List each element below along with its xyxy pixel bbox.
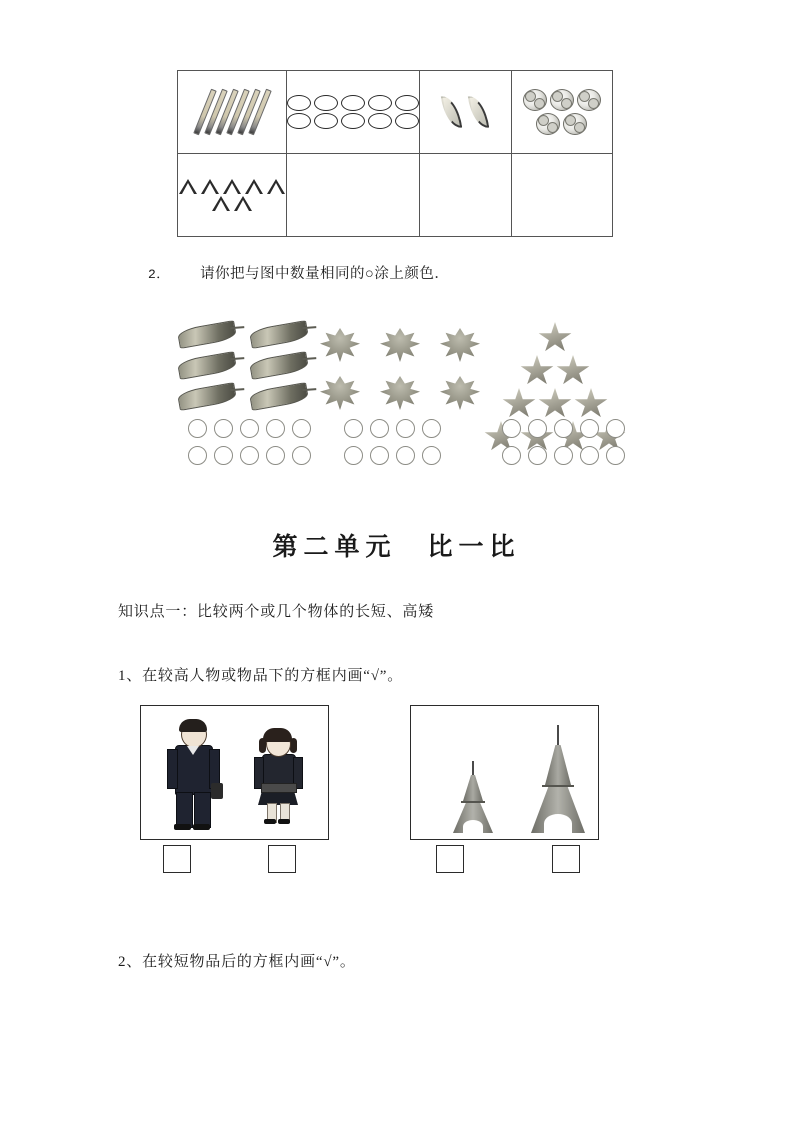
color-circle[interactable] [370, 446, 389, 465]
answer-box-girl[interactable] [268, 845, 296, 873]
circles-group-1 [188, 419, 311, 473]
banana-icon [468, 94, 490, 130]
color-circle[interactable] [554, 446, 573, 465]
oval-icon [314, 95, 338, 111]
color-circle[interactable] [502, 446, 521, 465]
answer-box-small-tower[interactable] [436, 845, 464, 873]
color-circle[interactable] [370, 419, 389, 438]
color-circle[interactable] [580, 419, 599, 438]
circle-row [502, 419, 625, 438]
small-tower-figure [451, 761, 495, 833]
cell-pencils [178, 71, 287, 154]
girl-shoe-left [264, 819, 276, 824]
color-circle[interactable] [396, 446, 415, 465]
corn-sprig-icon [249, 382, 309, 411]
corn-row [178, 387, 308, 406]
color-circle[interactable] [528, 446, 547, 465]
oval-icon [341, 113, 365, 129]
boy-arm-left [167, 749, 178, 789]
oval-icon [368, 113, 392, 129]
triangle-icon [223, 179, 241, 194]
triangle-icon [234, 196, 252, 211]
answer-box-tall-tower[interactable] [552, 845, 580, 873]
tower-arch [544, 814, 572, 833]
oval-icon [287, 95, 311, 111]
color-circle[interactable] [266, 446, 285, 465]
corn-sprig-icon [249, 320, 309, 349]
circles-group-2 [344, 419, 441, 473]
maple-leaf-icon [380, 328, 420, 362]
color-circle[interactable] [422, 419, 441, 438]
boy-figure [167, 719, 219, 831]
color-circle[interactable] [344, 419, 363, 438]
cotton-flower-icon [523, 89, 547, 111]
maple-leaf-icon [440, 376, 480, 410]
color-circle[interactable] [344, 446, 363, 465]
tower-upper [545, 745, 571, 785]
triangle-icon [201, 179, 219, 194]
oval-icon [314, 113, 338, 129]
leaf-row [320, 376, 480, 410]
star-row [520, 355, 590, 387]
question-2-text: 请你把与图中数量相同的○涂上颜色． [200, 266, 450, 282]
tall-tower-figure [529, 725, 587, 833]
oval-icon [395, 95, 419, 111]
triangle-icon [179, 179, 197, 194]
knowledge-point-label: 知识点一：比较两个或几个物体的长短、高矮 [118, 604, 435, 620]
oval-icon [368, 95, 392, 111]
leaf-row [320, 328, 480, 362]
star-icon [538, 322, 572, 354]
cotton-flower-icon [536, 113, 560, 135]
circles-group-3 [502, 419, 625, 473]
boy-hair [179, 719, 207, 732]
color-circle[interactable] [554, 419, 573, 438]
corn-sprig-icon [177, 320, 237, 349]
cotton-flower-icon [577, 89, 601, 111]
exercise-1-text: 1、在较高人物或物品下的方框内画“√”。 [118, 668, 404, 684]
star-icon [538, 388, 572, 420]
corn-row [178, 356, 308, 375]
color-circle[interactable] [606, 419, 625, 438]
cotton-flower-icon [550, 89, 574, 111]
star-icon [520, 355, 554, 387]
color-circle[interactable] [188, 446, 207, 465]
question-2-number: 2． [148, 267, 170, 282]
color-circle[interactable] [214, 446, 233, 465]
color-circle[interactable] [292, 419, 311, 438]
counting-picture-table [177, 70, 613, 237]
boy-shoe-right [193, 824, 210, 830]
cotton-flower-icon [563, 113, 587, 135]
girl-figure [253, 729, 303, 825]
tower-spire [472, 761, 474, 777]
triangle-icon [245, 179, 263, 194]
maple-leaf-icon [320, 328, 360, 362]
color-circle[interactable] [502, 419, 521, 438]
color-circle[interactable] [422, 446, 441, 465]
table-row [178, 154, 613, 237]
color-circle[interactable] [396, 419, 415, 438]
corn-row [178, 325, 308, 344]
girl-book [261, 783, 297, 793]
color-circle[interactable] [528, 419, 547, 438]
answer-box-boy[interactable] [163, 845, 191, 873]
cell-empty [287, 154, 420, 237]
girl-shoe-right [278, 819, 290, 824]
maple-leaf-icon [440, 328, 480, 362]
cell-cotton [511, 71, 612, 154]
table-row [178, 71, 613, 154]
people-comparison-box [140, 705, 329, 840]
color-circle[interactable] [188, 419, 207, 438]
corn-sprig-icon [177, 351, 237, 380]
cell-triangles [178, 154, 287, 237]
color-circle[interactable] [292, 446, 311, 465]
boy-bag [211, 783, 223, 799]
tower-spire [557, 725, 559, 747]
question-2-line [148, 262, 449, 283]
maple-leaf-icon [380, 376, 420, 410]
corn-sprig-icon [177, 382, 237, 411]
tower-comparison-box [410, 705, 599, 840]
tower-deck-upper [461, 801, 485, 803]
color-circle[interactable] [266, 419, 285, 438]
boy-shoe-left [174, 824, 191, 830]
triangle-icon [212, 196, 230, 211]
banana-icon [441, 94, 463, 130]
corn-sprig-icon [249, 351, 309, 380]
oval-icon [395, 113, 419, 129]
group-leaves [320, 328, 480, 410]
tower-arch [463, 820, 483, 833]
star-icon [556, 355, 590, 387]
circle-row [344, 419, 441, 438]
boy-leg-left [176, 792, 193, 828]
color-circle[interactable] [606, 446, 625, 465]
exercise-2-text: 2、在较短物品后的方框内画“√”。 [118, 954, 356, 970]
cell-empty [511, 154, 612, 237]
cell-bananas [420, 71, 512, 154]
star-row [538, 322, 572, 354]
unit-title: 第二单元 比一比 [272, 534, 521, 561]
color-circle[interactable] [240, 446, 259, 465]
cell-empty [420, 154, 512, 237]
cell-ovals [287, 71, 420, 154]
color-circle[interactable] [580, 446, 599, 465]
maple-leaf-icon [320, 376, 360, 410]
color-circle[interactable] [214, 419, 233, 438]
circle-row [344, 446, 441, 465]
star-icon [574, 388, 608, 420]
oval-icon [341, 95, 365, 111]
circle-row [188, 419, 311, 438]
triangle-icon [267, 179, 285, 194]
oval-icon [287, 113, 311, 129]
circle-row [502, 446, 625, 465]
star-icon [502, 388, 536, 420]
boy-leg-right [194, 792, 211, 828]
star-row [502, 388, 608, 420]
tower-deck-upper [542, 785, 574, 787]
girl-hair [263, 728, 292, 742]
group-corn [178, 325, 308, 406]
color-circle[interactable] [240, 419, 259, 438]
circle-row [188, 446, 311, 465]
tower-upper [463, 775, 483, 801]
